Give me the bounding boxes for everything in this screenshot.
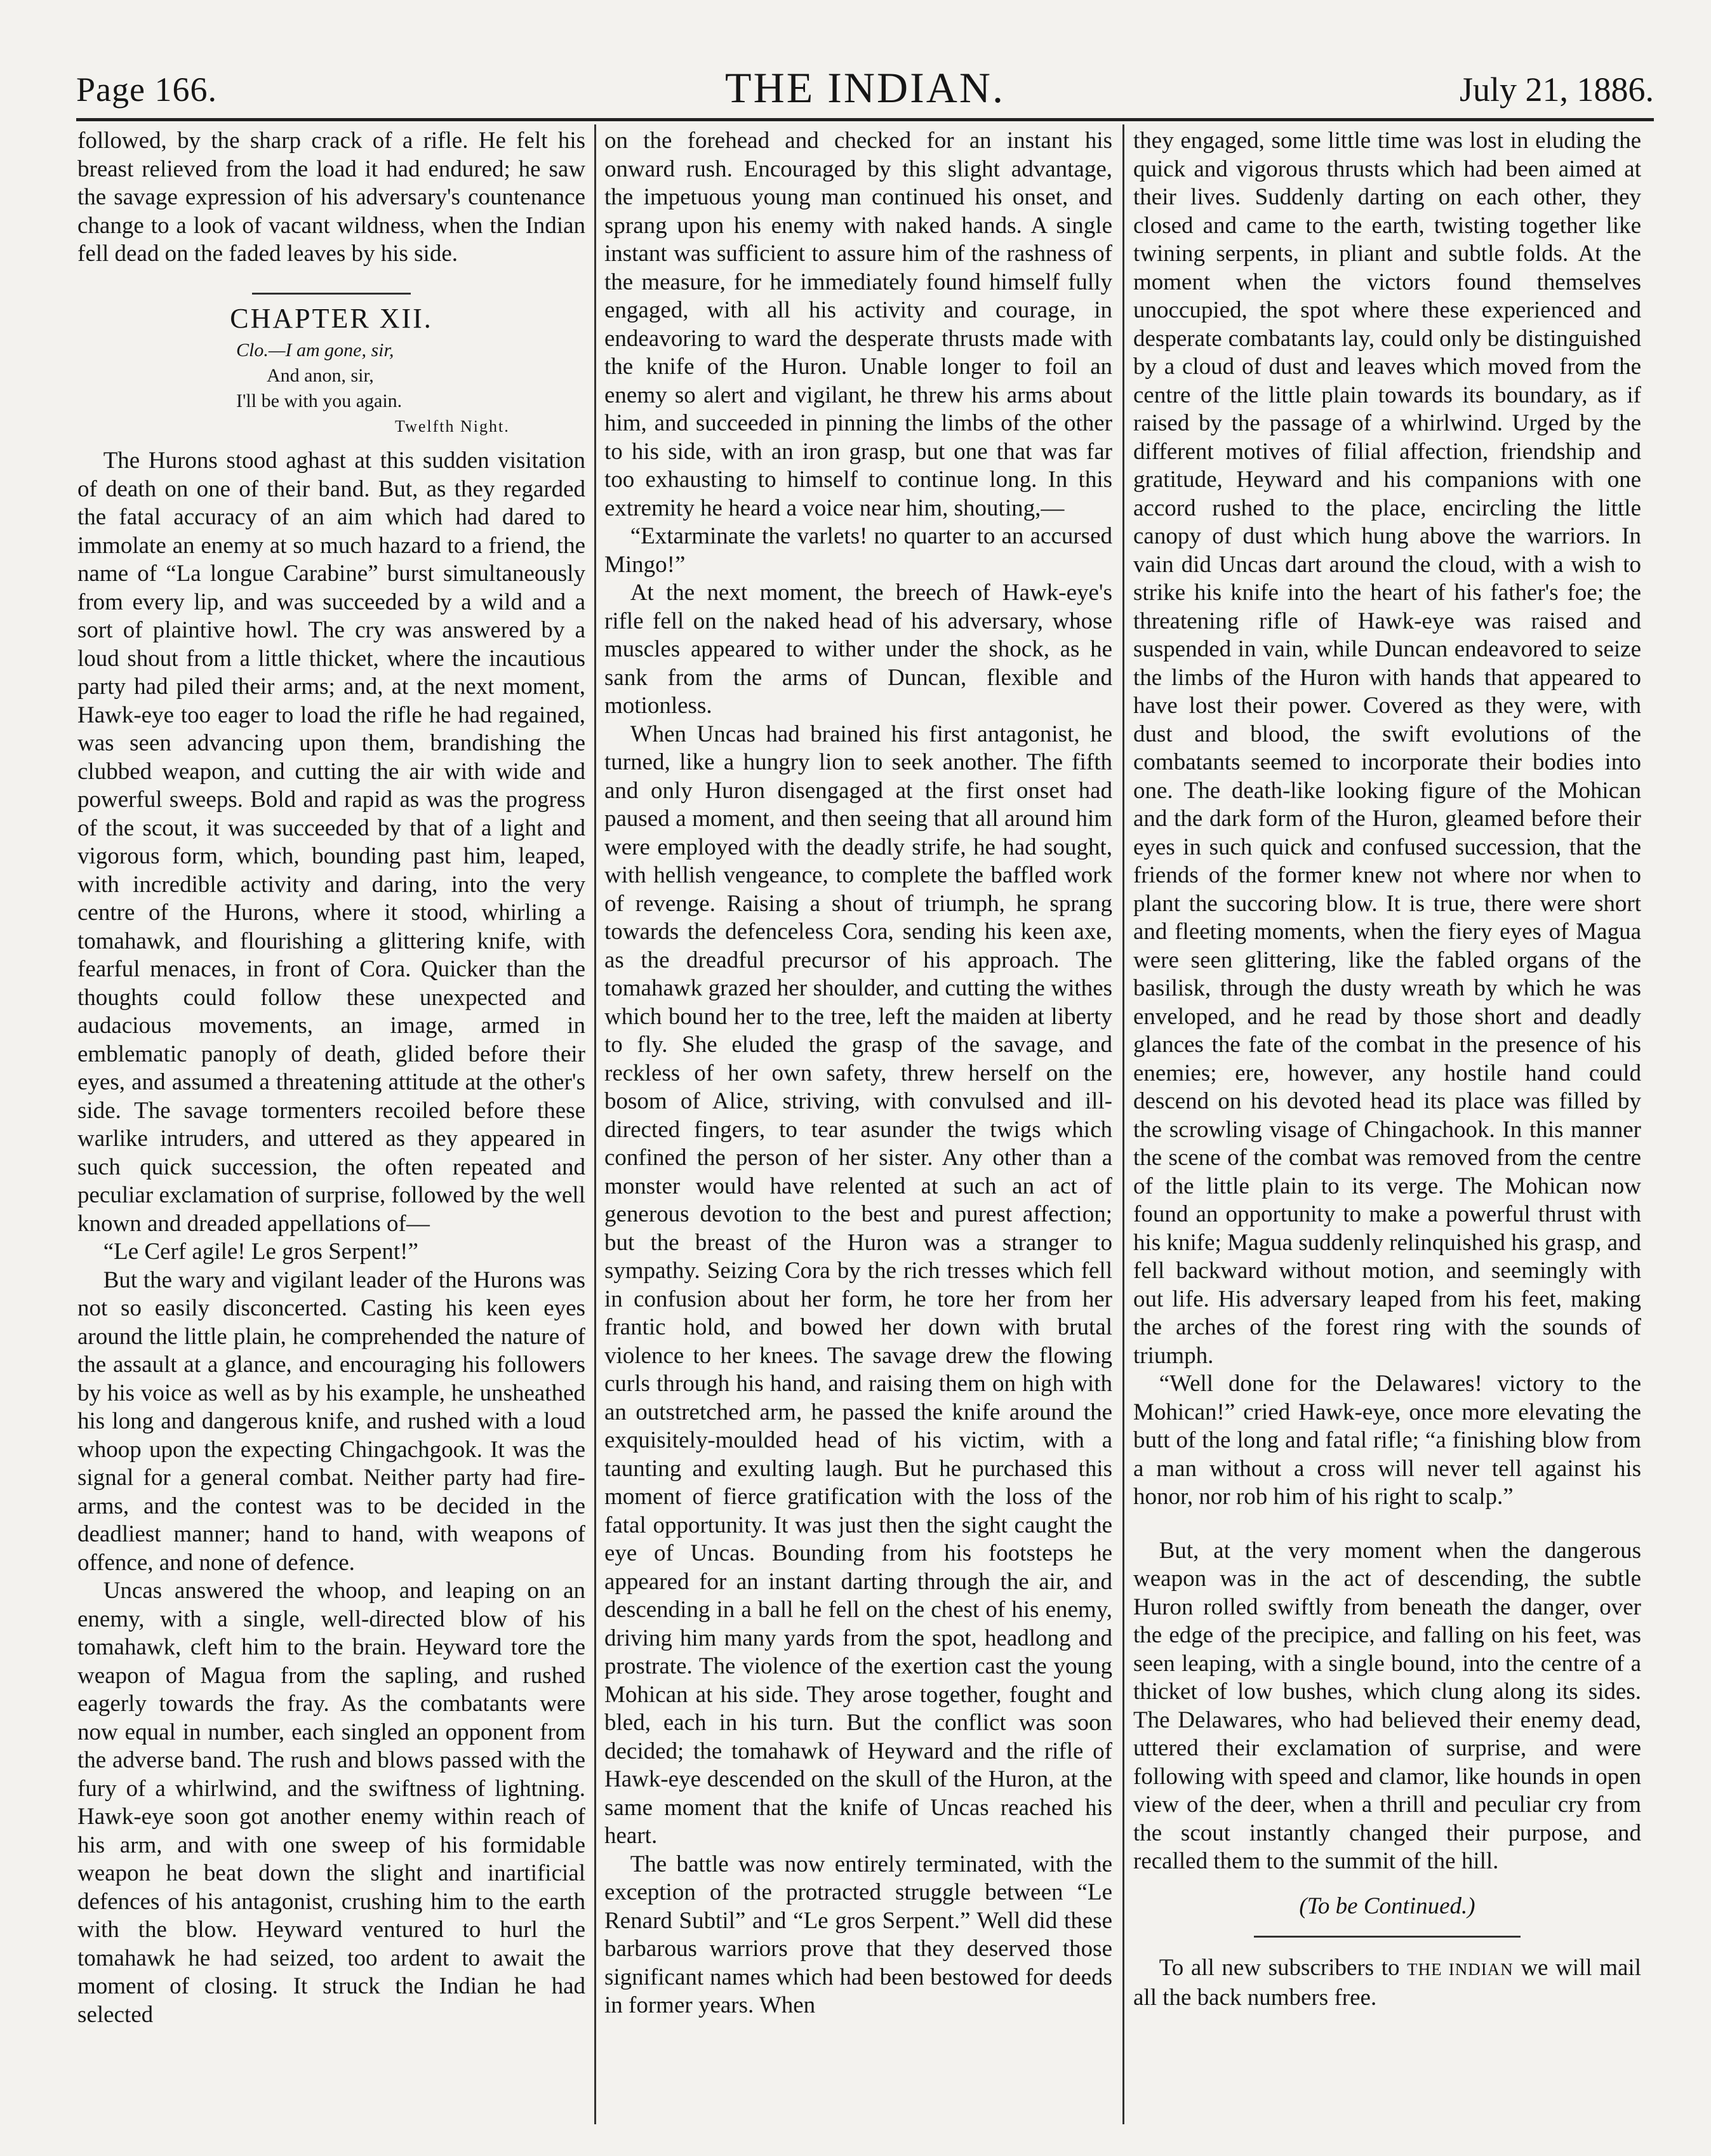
chapter-heading: CHAPTER XII. — [230, 302, 433, 334]
paragraph: they engaged, some little time was lost in eluding the quick and vigorous thrusts which had been aimed at their lives. Suddenly darting on each other, they closed and came to the earth, twisting together like twining serpents, in pliant and subtle folds. At the moment when the victors found themselves unoccupied, the spot where these experienced and desperate combatants lay, could only be distinguished by a cloud of dust and leaves which moved from the centre of the little plain towards its boundary, as if raised by the passage of a whirlwind. Urged by the different motives of filial affection, friendship and gratitude, Heyward and his companions with one accord rushed to the place, encircling the little canopy of dust which hung above the warriors. In vain did Uncas dart around the cloud, with a wish to strike his knife into the heart of his father's foe; the threatening rifle of Hawk-eye was raised and suspended in vain, while Duncan endeavored to seize the limbs of the Huron with hands that appeared to have lost their power. Covered as they were, with dust and blood, the swift evolutions of the combatants seemed to incorporate their bodies into one. The death-like looking figure of the Mohican and the dark form of the Huron, gleamed before their eyes in such quick and confused succession, that the friends of the former knew not where nor when to plant the succoring blow. It is true, there were short and fleeting moments, when the fiery eyes of Magua were seen glittering, like the fabled organs of the basilisk, through the dusty wreath by which he was enveloped, and he read by those short and deadly glances the fate of the combat in the presence of his enemies; ere, however, any hostile hand could descend on his devoted head its place was filled by the scrowling visage of Chingachook. In this manner the scene of the combat was removed from the centre of the little plain to its verge. The Mohican now found an opportunity to make a powerful thrust with his knife; Magua suddenly relinquished his grasp, and fell backward without motion, and seemingly with out life. His adversary leaped from his feet, making the arches of the forest ring with the sounds of triumph. — [1133, 128, 1641, 1369]
paragraph: The battle was now entirely terminated, with the exception of the protracted struggle between “Le Renard Subtil” and “Le gros Serpent.” Well did these barbarous warriors prove that they deserved those significant names which had been bestowed for deeds in former years. When — [604, 1851, 1112, 2018]
column-divider — [1122, 124, 1124, 2124]
paragraph: “Extarminate the varlets! no quarter to an accursed Mingo!” — [604, 523, 1112, 578]
page-header — [76, 56, 1654, 114]
column-divider — [594, 124, 596, 2124]
epigraph — [77, 338, 585, 439]
notice-text: To all new subscribers to — [1159, 1955, 1400, 1981]
paragraph: At the next moment, the breech of Hawk-eye's rifle fell on the naked head of his adversary, whose muscles appeared to wither under the shock, as he sank from the arms of Duncan, flexible and motionless. — [604, 580, 1112, 719]
notice-paper-name: THE INDIAN — [1407, 1960, 1514, 1979]
newspaper-title: THE INDIAN. — [725, 63, 1005, 112]
paragraph: followed, by the sharp crack of a rifle. He felt his breast relieved from the load it had endured; he saw the savage expression of his adversary's countenance change to a look of vacant wildness, when the Indian fell dead on the faded leaves by his side. — [77, 128, 585, 267]
header-rule — [76, 118, 1654, 121]
paragraph: The Hurons stood aghast at this sudden visitation of death on one of their band. But, as they regarded the fatal accuracy of an aim which had dared to immolate an enemy at so much hazard to a friend, the name of “La longue Carabine” burst simultaneously from every lip, and was succeeded by a wild and a sort of plaintive howl. The cry was answered by a loud shout from a little thicket, where the incautious party had piled their arms; and, at the next moment, Hawk-eye too eager to load the rifle he had regained, was seen advancing upon them, brandishing the clubbed weapon, and cutting the air with wide and powerful sweeps. Bold and rapid as was the progress of the scout, it was succeeded by that of a light and vigorous form, which, bounding past him, leaped, with incredible activity and daring, into the very centre of the Hurons, where it stood, whirling a tomahawk, and flourishing a glittering knife, with fearful menaces, in front of Cora. Quicker than the thoughts could follow these unexpected and audacious movements, an image, armed in emblematic panoply of death, glided before their eyes, and assumed a threatening attitude at the other's side. The savage tormenters recoiled before these warlike intruders, and uttered as they appeared in such quick succession, the often repeated and peculiar exclamation of surprise, followed by the well known and dreaded appellations of— — [77, 448, 585, 1237]
paragraph: When Uncas had brained his first antagonist, he turned, like a hungry lion to seek another. The fifth and only Huron disengaged at the first onset had paused a moment, and then seeing that all around him were employed with the deadly strife, he had sought, with hellish vengeance, to complete the baffled work of revenge. Raising a shout of triumph, he sprang towards the defenceless Cora, sending his keen axe, as the dreadful precursor of his approach. The tomahawk grazed her shoulder, and cutting the withes which bound her to the tree, left the maiden at liberty to fly. She eluded the grasp of the savage, and reckless of her own safety, threw herself on the bosom of Alice, striving, with convulsed and ill-directed fingers, to tear asunder the twigs which confined the person of her sister. Any other than a monster would have relented at such an act of generous devotion to the best and purest affection; but the breast of the Huron was a stranger to sympathy. Seizing Cora by the rich tresses which fell in confusion about her form, he tore her from her frantic hold, and bowed her down with brutal violence to her knees. The savage drew the flowing curls through his hand, and raising them on high with an outstretched arm, he passed the knife around the exquisitely-moulded head of his victim, with a taunting and exulting laugh. But he purchased this moment of fierce gratification with the loss of the fatal opportunity. It was just then the sight caught the eye of Uncas. Bounding from his footsteps he appeared for an instant darting through the air, and descending in a ball he fell on the chest of his enemy, driving him many yards from the spot, headlong and prostrate. The violence of the exertion cast the young Mohican at his side. They arose together, fought and bled, each in his turn. But the conflict was soon decided; the tomahawk of Heyward and the rifle of Hawk-eye descended on the skull of the Huron, at the same moment that the knife of Uncas reached his heart. — [604, 721, 1112, 1849]
column-1 — [77, 127, 585, 2127]
epigraph-source: Twelfth Night. — [395, 417, 510, 436]
paragraph: But, at the very moment when the dangerous weapon was in the act of descending, the subtle Huron rolled swiftly from beneath the danger, over the edge of the precipice, and falling on his feet, was seen leaping, with a single bound, into the centre of a thicket of low bushes, which clung along its sides. The Delawares, who had believed their enemy dead, uttered their exclamation of surprise, and were following with speed and clamor, like hounds in open view of the deer, when a thrill and peculiar cry from the scout instantly changed their purpose, and recalled them to the summit of the hill. — [1133, 1537, 1641, 1874]
issue-date: July 21, 1886. — [1459, 70, 1654, 109]
epigraph-line: Clo.—I am gone, sir, — [236, 340, 394, 361]
epigraph-line: I'll be with you again. — [236, 390, 403, 411]
notice-text: we will mail all the back numbers free. — [1133, 1955, 1641, 2011]
end-rule — [1254, 1936, 1521, 1938]
epigraph-line: And anon, sir, — [267, 365, 374, 386]
chapter-rule — [252, 293, 411, 295]
column-2 — [604, 127, 1112, 2127]
paragraph: But the wary and vigilant leader of the Hurons was not so easily disconcerted. Casting his keen eyes around the little plain, he comprehended the nature of the assault at a glance, and encouraging his followers by his voice as well as by his example, he unsheathed his long and dangerous knife, and rushed with a loud whoop upon the expecting Chingachgook. It was the signal for a general combat. Neither party had fire-arms, and the contest was to be decided in the deadliest manner; hand to hand, with weapons of offence, and none of defence. — [77, 1267, 585, 1576]
paragraph: Uncas answered the whoop, and leaping on an enemy, with a single, well-directed blow of his tomahawk, cleft him to the brain. Heyward tore the weapon of Magua from the sapling, and rushed eagerly towards the fray. As the combatants were now equal in number, each singled an opponent from the adverse band. The rush and blows passed with the fury of a whirlwind, and the swiftness of lightning. Hawk-eye soon got another enemy within reach of his arm, and with one sweep of his formidable weapon he beat down the slight and inartificial defences of his antagonist, crushing him to the earth with the blow. Heyward ventured to hurl the tomahawk he had seized, too ardent to await the moment of closing. It struck the Indian he had selected — [77, 1578, 585, 2028]
paragraph: on the forehead and checked for an instant his onward rush. Encouraged by this slight advantage, the impetuous young man continued his onset, and sprang upon his enemy with naked hands. A single instant was sufficient to assure him of the rashness of the measure, for he immediately found himself fully engaged, with all his activity and courage, in endeavoring to ward the desperate thrusts made with the knife of the Huron. Unable longer to foil an enemy so alert and vigilant, he threw his arms about him, and succeeded in pinning the limbs of the other to his side, with an iron grasp, but one that was far too exhausting to himself to continue long. In this extremity he heard a voice near him, shouting,— — [604, 128, 1112, 521]
paragraph: “Le Cerf agile! Le gros Serpent!” — [103, 1239, 418, 1265]
page-number: Page 166. — [76, 70, 217, 109]
column-3 — [1133, 127, 1641, 2127]
paragraph: “Well done for the Delawares! victory to the Mohican!” cried Hawk-eye, once more elevating the butt of the long and fatal rifle; “a finishing blow from a man without a cross will never tell against his honor, nor rob him of his right to scalp.” — [1133, 1371, 1641, 1510]
subscriber-notice — [1133, 1954, 1641, 2012]
to-be-continued: (To be Continued.) — [1299, 1893, 1475, 1919]
